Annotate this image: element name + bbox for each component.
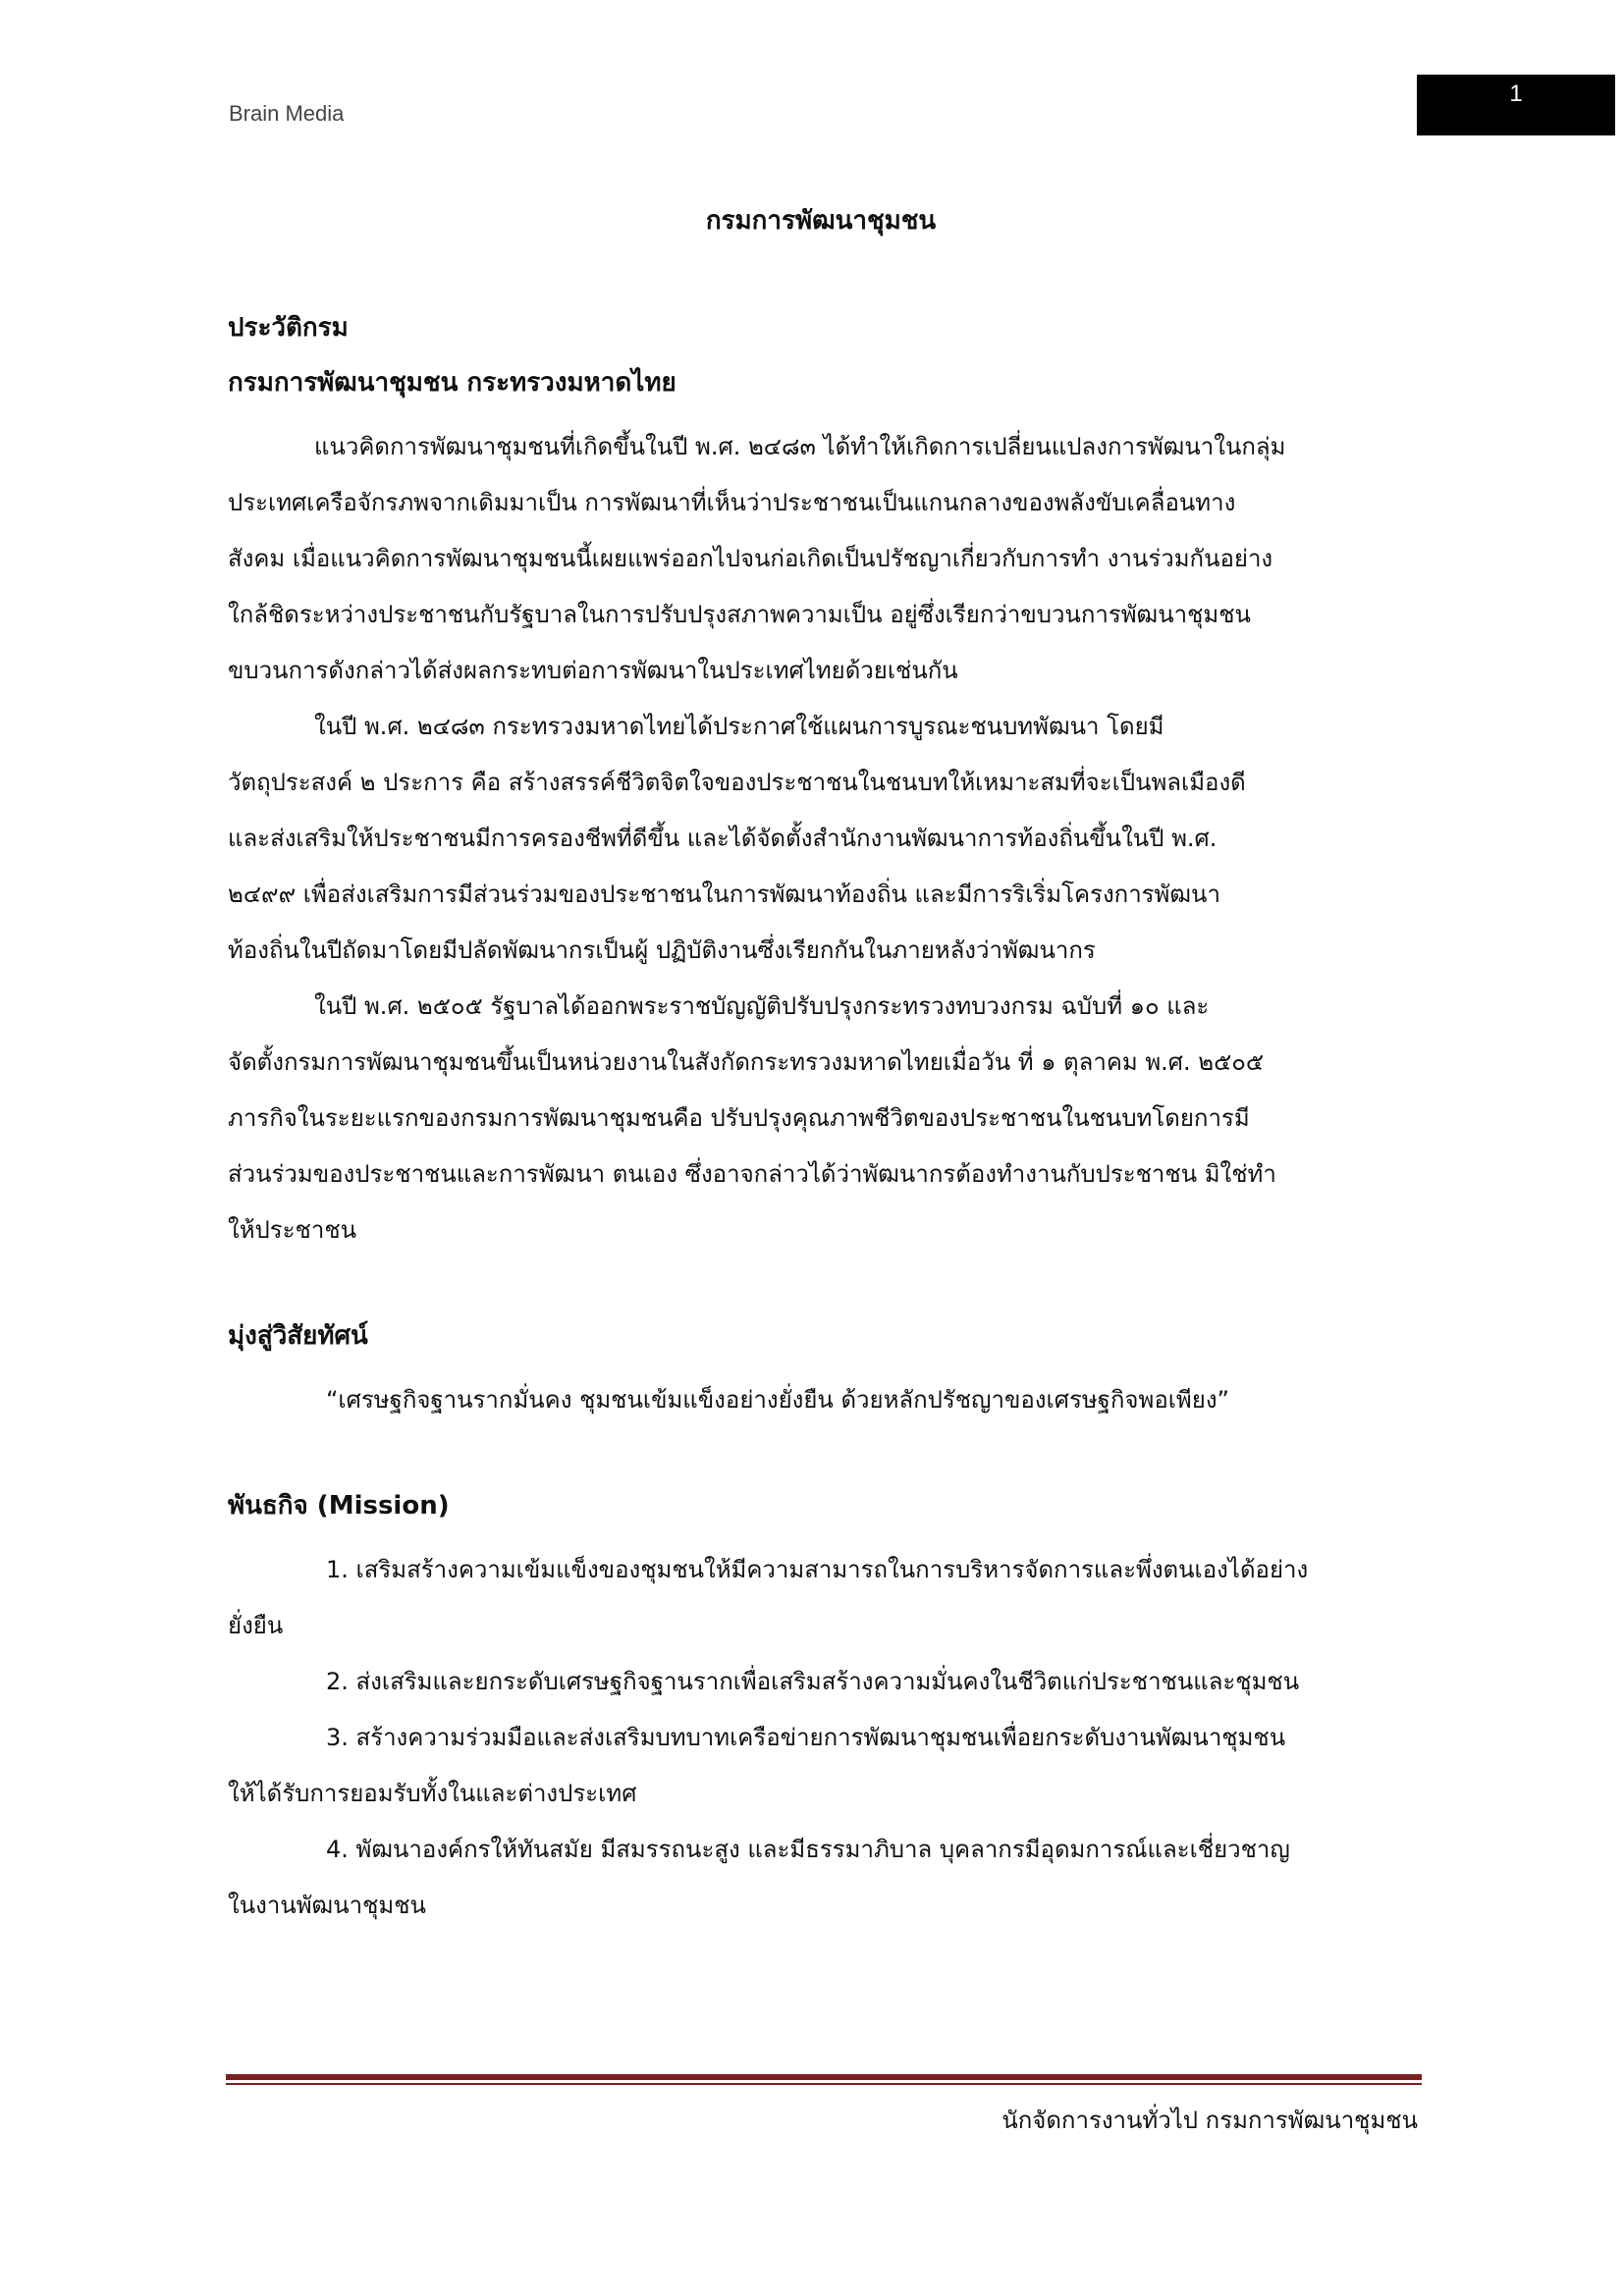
history-paragraph-3: ในปี พ.ศ. ๒๕๐๕ รัฐบาลได้ออกพระราชบัญญัติปรับปรุงกระทรวงทบวงกรม ฉบับที่ ๑๐ และ จัดตั้งกรมการพัฒนาชุมชนขึ้นเป็นหน่วยงานในสังกัดกระทรวงมหาดไทยเมื่อวัน ที่ ๑ ตุลาคม พ.ศ. ๒๕๐๕ ภารกิจในระยะแรกของกรมการพัฒนาชุมชนคือ ปรับปรุงคุณภาพชีวิตของประชาชนในชนบทโดยการมี ส่วนร่วมของประชาชนและการพัฒนา ตนเอง ซึ่งอาจกล่าวได้ว่าพัฒนากรต้องทำงานกับประชาชน มิใช่ทำ ให้ประชาชน [228, 992, 1276, 1244]
mission-item-1: 1. เสริมสร้างความเข้มแข็งของชุมชนให้มีความสามารถในการบริหารจัดการและพึ่งตนเองได้อย่าง ยั่งยืน [228, 1556, 1309, 1639]
history-subheading: กรมการพัฒนาชุมชน กระทรวงมหาดไทย [228, 368, 677, 398]
footer-text: นักจัดการงานทั่วไป กรมการพัฒนาชุมชน [1001, 2107, 1418, 2134]
vision-quote: “เศรษฐกิจฐานรากมั่นคง ชุมชนเข้มแข็งอย่างยั่งยืน ด้วยหลักปรัชญาของเศรษฐกิจพอเพียง” [326, 1386, 1229, 1414]
page-number: 1 [1417, 75, 1615, 135]
mission-item-4: 4. พัฒนาองค์กรให้ทันสมัย มีสมรรถนะสูง และมีธรรมาภิบาล บุคลากรมีอุดมการณ์และเชี่ยวชาญ ในงานพัฒนาชุมชน [228, 1836, 1290, 1919]
mission-heading: พันธกิจ (Mission) [228, 1491, 450, 1521]
history-paragraph-2: ในปี พ.ศ. ๒๔๘๓ กระทรวงมหาดไทยได้ประกาศใช้แผนการบูรณะชนบทพัฒนา โดยมี วัตถุประสงค์ ๒ ประการ คือ สร้างสรรค์ชีวิตจิตใจของประชาชนในชนบทให้เหมาะสมที่จะเป็นพลเมืองดี และส่งเสริมให้ประชาชนมีการครองชีพที่ดีขึ้น และได้จัดตั้งสำนักงานพัฒนาการท้องถิ่นขึ้นในปี พ.ศ. ๒๔๙๙ เพื่อส่งเสริมการมีส่วนร่วมของประชาชนในการพัฒนาท้องถิ่น และมีการริเริ่มโครงการพัฒนา ท้องถิ่นในปีถัดมาโดยมีปลัดพัฒนากรเป็นผู้ ปฏิบัติงานซึ่งเรียกกันในภายหลังว่าพัฒนากร [228, 713, 1246, 964]
mission-item-2: 2. ส่งเสริมและยกระดับเศรษฐกิจฐานรากเพื่อเสริมสร้างความมั่นคงในชีวิตแก่ประชาชนและชุมชน [326, 1668, 1300, 1695]
header-brand: Brain Media [229, 101, 345, 126]
mission-item-3: 3. สร้างความร่วมมือและส่งเสริมบทบาทเครือข่ายการพัฒนาชุมชนเพื่อยกระดับงานพัฒนาชุมชน ให้ได้รับการยอมรับทั้งในและต่างประเทศ [228, 1724, 1286, 1807]
footer-rule-thin [226, 2083, 1422, 2085]
footer-rule-thick [226, 2074, 1422, 2080]
document-title: กรมการพัฒนาชุมชน [705, 206, 937, 236]
history-heading: ประวัติกรม [228, 313, 349, 343]
vision-heading: มุ่งสู่วิสัยทัศน์ [228, 1321, 368, 1351]
history-paragraph-1: แนวคิดการพัฒนาชุมชนที่เกิดขึ้นในปี พ.ศ. ๒๔๘๓ ได้ทำให้เกิดการเปลี่ยนแปลงการพัฒนาในกลุ่ม ประเทศเครือจักรภพจากเดิมมาเป็น การพัฒนาที่เห็นว่าประชาชนเป็นแกนกลางของพลังขับเคลื่อนทาง สังคม เมื่อแนวคิดการพัฒนาชุมชนนี้เผยแพร่ออกไปจนก่อเกิดเป็นปรัชญาเกี่ยวกับการทำ งานร่วมกันอย่าง ใกล้ชิดระหว่างประชาชนกับรัฐบาลในการปรับปรุงสภาพความเป็น อยู่ซึ่งเรียกว่าขบวนการพัฒนาชุมชน ขบวนการดังกล่าวได้ส่งผลกระทบต่อการพัฒนาในประเทศไทยด้วยเช่นกัน [228, 433, 1286, 684]
document-body [228, 201, 1414, 1934]
